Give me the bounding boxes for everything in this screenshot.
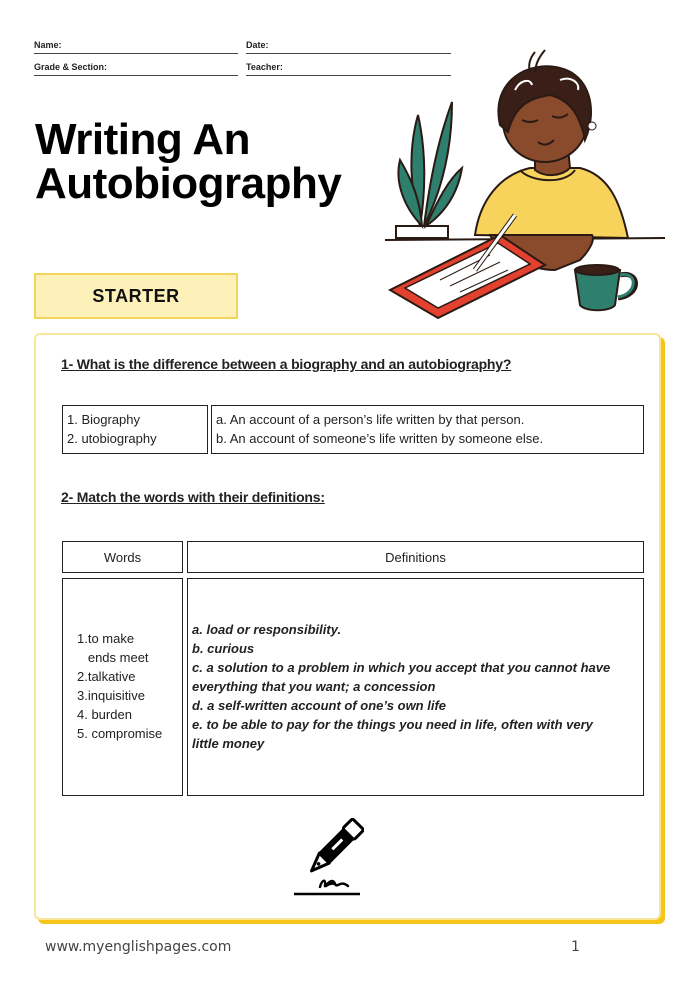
page-number: 1 [571, 939, 580, 955]
definition-c: c. a solution to a problem in which you accept that you cannot have [192, 660, 611, 675]
page-title [35, 115, 342, 208]
definition-e-cont: little money [192, 736, 265, 751]
name-label: Name: [34, 40, 62, 50]
words-column-header [62, 541, 183, 573]
starter-label-box [34, 273, 238, 319]
q1-terms-box [62, 405, 208, 454]
q1-definitions-box [211, 405, 644, 454]
definition-c-cont: everything that you want; a concession [192, 679, 436, 694]
q1-definition-a: a. An account of a person’s life written by that person. [216, 412, 525, 427]
definitions-column-header [187, 541, 644, 573]
definitions-list [192, 620, 639, 753]
grade-section-field[interactable] [34, 60, 238, 76]
words-header-label: Words [103, 549, 142, 565]
definitions-cell [187, 578, 644, 796]
words-list [77, 629, 162, 743]
words-cell [62, 578, 183, 796]
definition-a: a. load or responsibility. [192, 622, 342, 637]
title-line-1: Writing An [35, 115, 250, 164]
fountain-pen-signature-icon [292, 817, 364, 897]
word-1: 1.to make [77, 631, 135, 646]
word-2: 2.talkative [77, 669, 136, 684]
q1-term-1: 1. Biography [67, 412, 140, 427]
q1-term-2: 2. utobiography [67, 431, 157, 446]
definition-d: d. a self-written account of one’s own life [192, 698, 447, 713]
definition-b: b. curious [192, 641, 255, 656]
teacher-label: Teacher: [246, 62, 283, 72]
word-1-cont: ends meet [77, 650, 149, 665]
definition-e: e. to be able to pay for the things you need in life, often with very [192, 717, 593, 732]
title-line-2: Autobiography [35, 159, 342, 208]
definitions-header-label: Definitions [385, 549, 446, 565]
starter-label: STARTER [92, 285, 180, 306]
question-2-heading: 2- Match the words with their definitions: [61, 489, 325, 505]
grade-section-label: Grade & Section: [34, 62, 108, 72]
girl-writing-illustration [380, 40, 680, 320]
word-4: 4. burden [77, 707, 132, 722]
q1-definition-b: b. An account of someone’s life written by someone else. [216, 431, 544, 446]
name-field[interactable] [34, 38, 238, 54]
question-1-heading: 1- What is the difference between a biography and an autobiography? [61, 356, 512, 372]
date-label: Date: [246, 40, 269, 50]
footer-website: www.myenglishpages.com [45, 939, 232, 955]
word-3: 3.inquisitive [77, 688, 145, 703]
word-5: 5. compromise [77, 726, 163, 741]
